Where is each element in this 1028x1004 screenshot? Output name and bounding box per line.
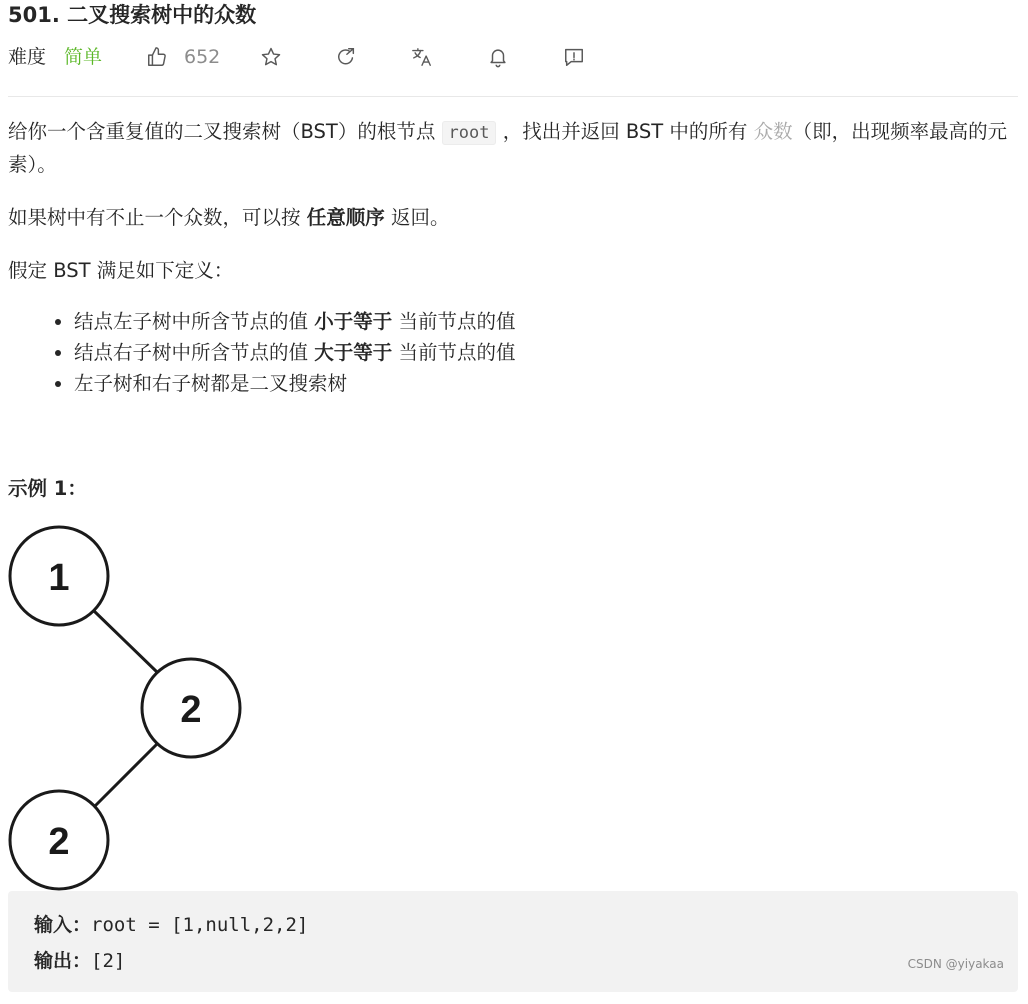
tree-node-label: 2 xyxy=(180,689,202,731)
tree-node xyxy=(10,791,108,889)
tree-edge xyxy=(95,743,158,806)
watermark: CSDN @yiyakaa xyxy=(907,957,1004,971)
input-label: 输入： xyxy=(34,914,92,936)
difficulty-label: 难度 xyxy=(8,46,47,68)
tree-edge xyxy=(93,610,158,673)
translate-icon[interactable] xyxy=(410,45,434,69)
inline-code-root: root xyxy=(442,121,497,145)
list-item xyxy=(74,306,1012,337)
example-code-block xyxy=(8,891,1018,992)
description-paragraph-3: 假定 BST 满足如下定义： xyxy=(8,259,234,282)
bst-rules-list xyxy=(8,306,1012,399)
output-label: 输出： xyxy=(34,950,92,972)
desc-text: （即，出现频率最高的元素）。 xyxy=(8,120,1008,176)
example-tree-diagram xyxy=(0,520,260,894)
header-divider xyxy=(8,96,1018,97)
desc-bold: 任意顺序 xyxy=(306,206,385,229)
difficulty-value: 简单 xyxy=(64,46,103,68)
rule-text: 左子树和右子树都是二叉搜索树 xyxy=(74,372,348,395)
rule-text: 当前节点的值 xyxy=(398,310,516,333)
desc-text: 给你一个含重复值的二叉搜索树（BST）的根节点 xyxy=(8,120,436,143)
example-title: 示例 1： xyxy=(8,477,87,500)
rule-text: 结点左子树中所含节点的值 xyxy=(74,310,309,333)
description-paragraph-2 xyxy=(8,202,1012,233)
bell-icon[interactable] xyxy=(486,45,510,69)
tree-node xyxy=(10,527,108,625)
desc-text: 返回。 xyxy=(390,206,450,229)
desc-text: 如果树中有不止一个众数，可以按 xyxy=(8,206,301,229)
desc-text: ，找出并返回 BST 中的所有 xyxy=(502,120,748,143)
star-icon[interactable] xyxy=(259,45,283,69)
problem-meta-bar xyxy=(8,42,1018,72)
list-item xyxy=(74,337,1012,368)
tree-node xyxy=(142,659,240,757)
example-input-line xyxy=(34,907,992,943)
output-value: [2] xyxy=(91,950,126,972)
tree-node-label: 2 xyxy=(48,821,70,863)
description-paragraph-1 xyxy=(8,116,1012,180)
likes-count: 652 xyxy=(184,46,221,68)
list-item xyxy=(74,368,1012,399)
input-value: root = [1,null,2,2] xyxy=(91,914,309,936)
tree-node-label: 1 xyxy=(48,557,70,599)
rule-bold: 小于等于 xyxy=(314,310,393,333)
feedback-icon[interactable] xyxy=(562,45,586,69)
rule-text: 当前节点的值 xyxy=(398,341,516,364)
thumbs-up-icon[interactable] xyxy=(145,45,169,69)
share-icon[interactable] xyxy=(334,45,358,69)
problem-description xyxy=(8,116,1012,399)
example-output-line xyxy=(34,943,992,979)
mode-link[interactable]: 众数 xyxy=(753,120,793,143)
problem-title: 501. 二叉搜索树中的众数 xyxy=(8,3,257,27)
rule-bold: 大于等于 xyxy=(314,341,393,364)
rule-text: 结点右子树中所含节点的值 xyxy=(74,341,309,364)
